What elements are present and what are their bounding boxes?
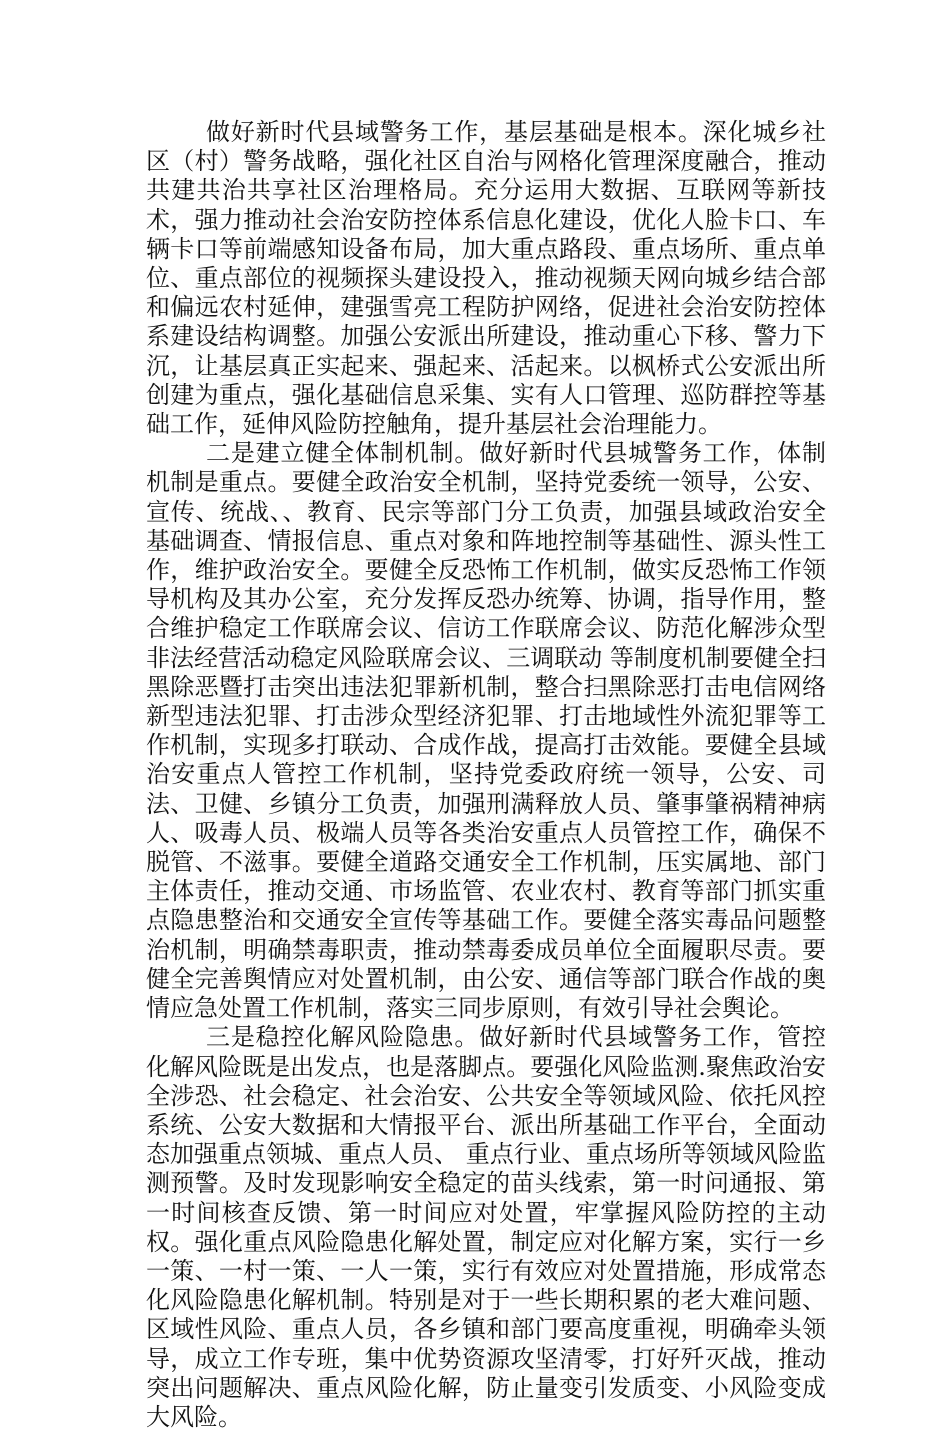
paragraph-mechanisms: 二是建立健全体制机制。做好新时代县城警务工作，体制机制是重点。要健全政治安全机制，坚持党委统一领导，公安、宣传、统战、、教育、民宗等部门分工负责，加强县域政治安全基础调查、情报信息、重点对象和阵地控制等基础性、源头性工作，维护政治安全。要健全反恐怖工作机制，做实反恐怖工作领导机构及其办公室，充分发挥反恐办统筹、协调，指导作用，整合维护稳定工作联席会议、信访工作联席会议、防范化解涉众型非法经营活动稳定风险联席会议、三调联动 等制度机制要健全扫黑除恶暨打击突出违法犯罪新机制，整合扫黑除恶打击电信网络新型违法犯罪、打击涉众型经济犯罪、打击地域性外流犯罪等工作机制，实现多打联动、合成作战，提高打击效能。要健全县域治安重点人管控工作机制，坚持党委政府统一领导，公安、司法、卫健、乡镇分工负责，加强刑满释放人员、肇事肇祸精神病人、吸毒人员、极端人员等各类治安重点人员管控工作，确保不脱管、不滋事。要健全道路交通安全工作机制，压实属地、部门主体责任，推动交通、市场监管、农业农村、教育等部门抓实重点隐患整治和交通安全宣传等基础工作。要健全落实毒品问题整治机制，明确禁毒职责，推动禁毒委成员单位全面履职尽责。要健全完善舆情应对处置机制，由公安、通信等部门联合作战的奥情应急处置工作机制，落实三同步原则，有效引导社会舆论。 [146,439,826,1023]
document-page [146,118,826,1432]
paragraph-risk-control: 三是稳控化解风险隐患。做好新时代县域警务工作，管控化解风险既是出发点，也是落脚点。要强化风险监测.聚焦政治安全涉恐、社会稳定、社会治安、公共安全等领域风险、依托风控系统、公安大数据和大情报平台、派出所基础工作平台，全面动态加强重点领城、重点人员、 重点行业、重点场所等领域风险监测预警。及时发现影响安全稳定的苗头线索，第一时问通报、第一时间核查反馈、第一时间应对处置，牢掌握风险防控的主动权。强化重点风险隐患化解处置，制定应对化解方案，实行一乡一策、一村一策、一人一策，实行有效应对处置措施，形成常态化风险隐患化解机制。特别是对于一些长期积累的老大难问题、区域性风险、重点人员，各乡镇和部门要高度重视，明确牵头领导，成立工作专班，集中优势资源攻坚清零，打好歼灭战，推动突出问题解决、重点风险化解，防止量变引发质变、小风险变成大风险。 [146,1023,826,1431]
paragraph-grassroots: 做好新时代县域警务工作，基层基础是根本。深化城乡社区（村）警务战略，强化社区自治与网格化管理深度融合，推动共建共治共享社区治理格局。充分运用大数据、互联网等新技术，强力推动社会治安防控体系信息化建设，优化人脸卡口、车辆卡口等前端感知设备布局，加大重点路段、重点场所、重点单位、重点部位的视频探头建设投入，推动视频天网向城乡结合部和偏远农村延伸，建强雪亮工程防护网络，促进社会治安防控体系建设结构调整。加强公安派出所建设，推动重心下移、警力下沉，让基层真正实起来、强起来、活起来。以枫桥式公安派出所创建为重点，强化基础信息采集、实有人口管理、巡防群控等基础工作，延伸风险防控触角，提升基层社会治理能力。 [146,118,826,439]
